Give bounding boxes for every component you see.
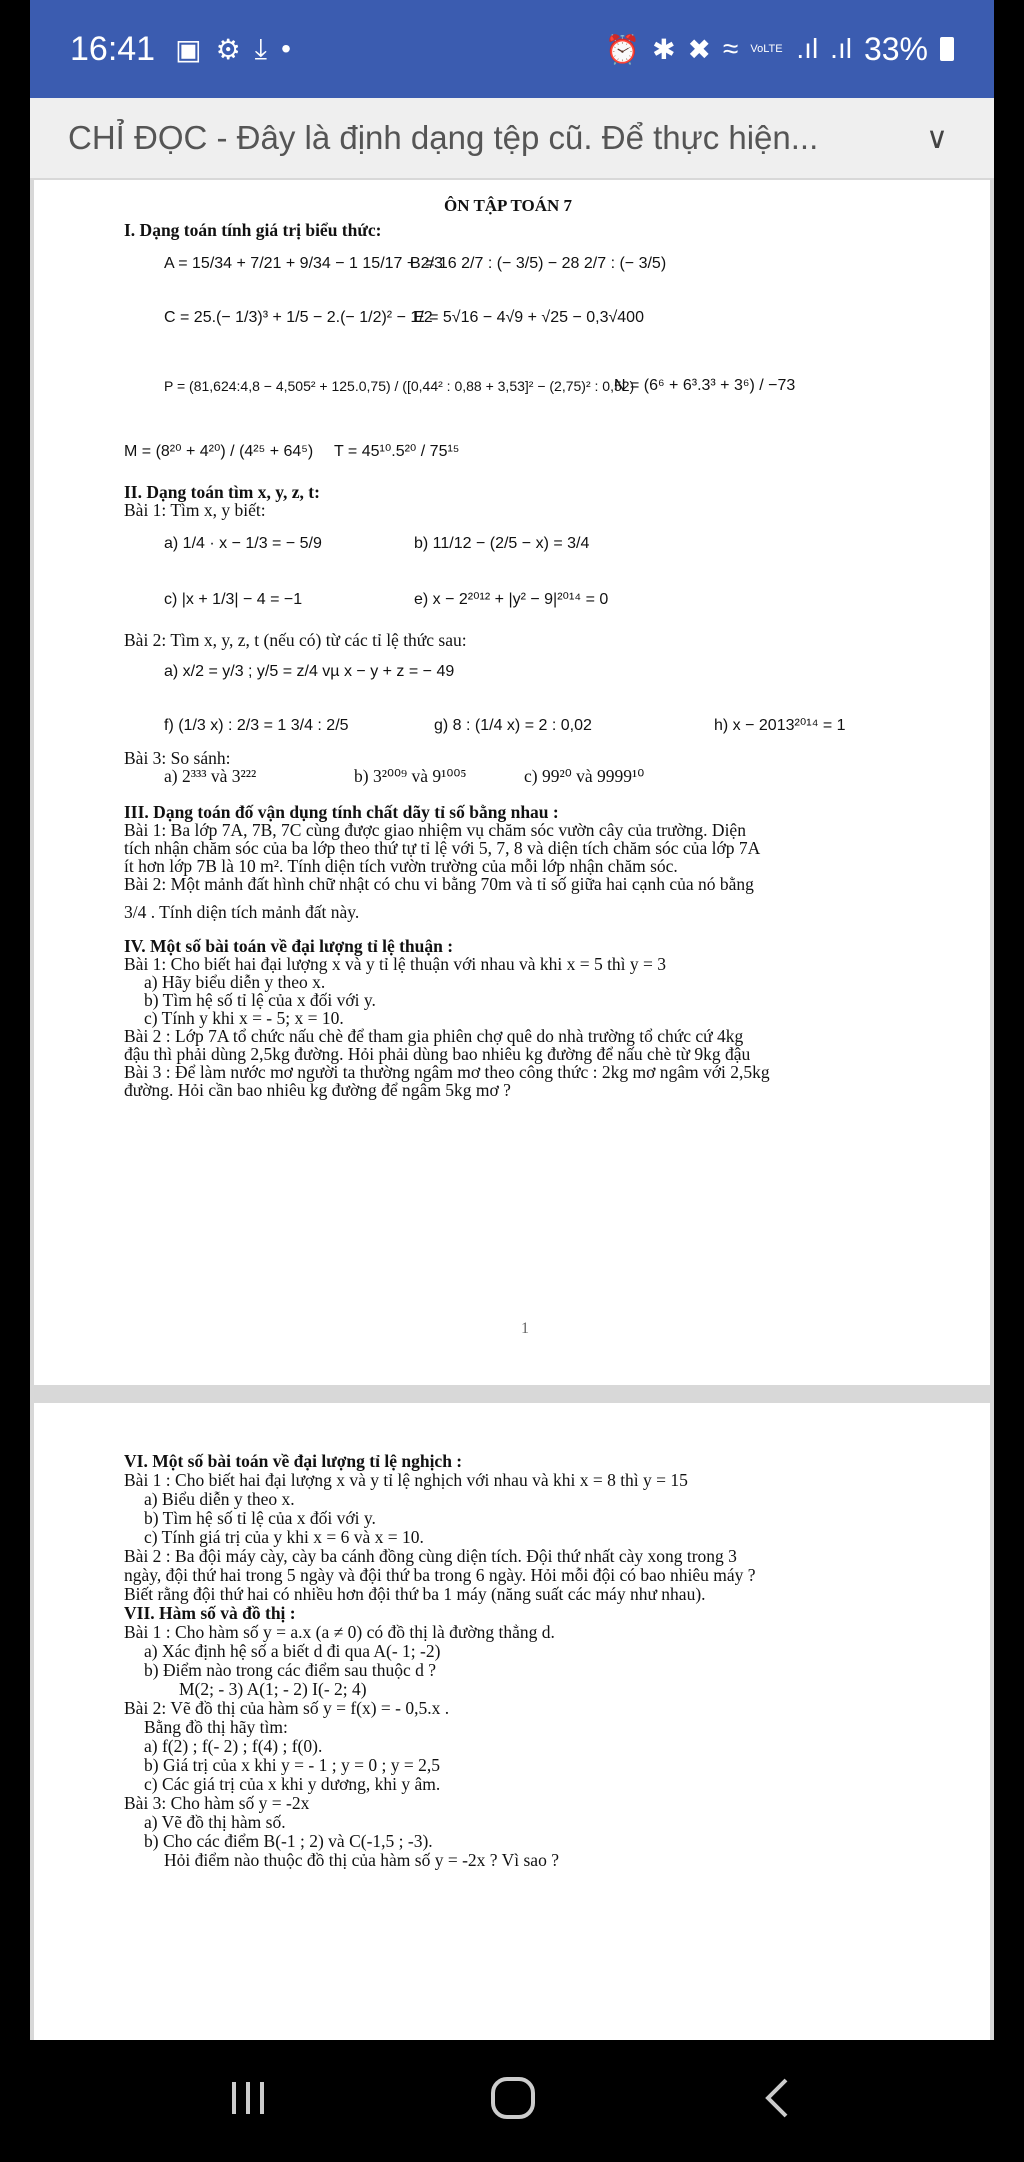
home-icon[interactable] — [490, 2076, 536, 2125]
problem-text: đường. Hỏi cần bao nhiêu kg đường để ngâm 5kg mơ ? — [124, 1080, 511, 1100]
problem-text: Bài 2 : Ba đội máy cày, cày ba cánh đồng cùng diện tích. Đội thứ nhất cày xong trong 3 — [124, 1546, 737, 1566]
problem-text: b) Tìm hệ số tỉ lệ của x đối với y. — [144, 1508, 376, 1528]
dot-icon: • — [281, 32, 291, 64]
clock: 16:41 — [70, 29, 156, 68]
signal-icon: .ıl — [830, 33, 852, 64]
problem-text: 3/4 . Tính diện tích mảnh đất này. — [124, 902, 360, 922]
page-number: 1 — [521, 1320, 529, 1337]
problem-text: Bài 1 : Cho biết hai đại lượng x và y tỉ lệ nghịch với nhau và khi x = 8 thì y = 15 — [124, 1470, 688, 1490]
problem-text: b) 3²⁰⁰⁹ và 9¹⁰⁰⁵ — [354, 766, 467, 786]
section-heading: VII. Hàm số và đồ thị : — [124, 1603, 296, 1623]
image-icon: ▣ — [175, 33, 202, 65]
problem-text: a) 2³³³ và 3²²² — [164, 766, 257, 786]
expression-a: A = 15/34 + 7/21 + 9/34 − 1 15/17 + 2/3 — [164, 255, 443, 272]
problem-text: Bài 2 : Lớp 7A tổ chức nấu chè để tham gia phiên chợ quê do nhà trường tổ chức cứ 4kg — [124, 1026, 744, 1046]
problem-text: e) x − 2²⁰¹² + |y² − 9|²⁰¹⁴ = 0 — [414, 591, 609, 608]
problem-text: tích nhận chăm sóc của ba lớp theo thứ tự tỉ lệ với 5, 7, 8 và diện tích chăm sóc của lớp 7A — [124, 838, 761, 858]
problem-text: Bài 1 : Cho hàm số y = a.x (a ≠ 0) có đồ thị là đường thẳng d. — [124, 1622, 555, 1642]
problem-text: b) Giá trị của x khi y = - 1 ; y = 0 ; y = 2,5 — [144, 1755, 440, 1775]
expression-m: M = (8²⁰ + 4²⁰) / (4²⁵ + 64⁵) — [124, 443, 314, 460]
problem-text: a) Xác định hệ số a biết d đi qua A(- 1; -2) — [144, 1641, 441, 1661]
problem-text: a) x/2 = y/3 ; y/5 = z/4 vµ x − y + z = − 49 — [164, 663, 455, 680]
signal-icon: .ıl — [796, 33, 819, 64]
problem-text: ít hơn lớp 7B là 10 m². Tính diện tích vườn trường của mỗi lớp nhận chăm sóc. — [124, 856, 678, 876]
navigation-bar — [0, 2040, 1024, 2162]
banner-text: CHỈ ĐỌC - Đây là định dạng tệp cũ. Để thực hiện... — [68, 119, 819, 156]
problem-text: Hỏi điểm nào thuộc đồ thị của hàm số y = -2x ? Vì sao ? — [164, 1850, 559, 1870]
usb-icon: ⚙ — [215, 33, 241, 65]
section-heading: III. Dạng toán đố vận dụng tính chất dãy tỉ số bằng nhau : — [124, 802, 559, 822]
problem-text: c) |x + 1/3| − 4 = −1 — [164, 591, 303, 608]
problem-text: a) f(2) ; f(- 2) ; f(4) ; f(0). — [144, 1736, 323, 1756]
volte-icon: VoLTE — [750, 43, 783, 55]
section-heading: VI. Một số bài toán về đại lượng tỉ lệ nghịch : — [124, 1451, 463, 1471]
section-heading: I. Dạng toán tính giá trị biểu thức: — [124, 220, 382, 240]
expression-p: P = (81,624:4,8 − 4,505² + 125.0,75) / ([0,44² : 0,88 + 3,53]² − (2,75)² : 0,52) — [164, 378, 635, 394]
chevron-down-icon[interactable]: ∨ — [926, 121, 948, 155]
problem-text: g) 8 : (1/4 x) = 2 : 0,02 — [434, 717, 592, 734]
problem-text: M(2; - 3) A(1; - 2) I(- 2; 4) — [179, 1679, 367, 1699]
alarm-icon: ⏰ — [605, 33, 641, 65]
problem-text: Bài 2: Một mảnh đất hình chữ nhật có chu vi bằng 70m và tỉ số giữa hai cạnh của nó bằng — [124, 874, 754, 894]
problem-text: Bài 3: So sánh: — [124, 748, 231, 768]
problem-text: Bài 2: Tìm x, y, z, t (nếu có) từ các tỉ lệ thức sau: — [124, 630, 467, 650]
mute-icon: ✖ — [687, 33, 712, 65]
problem-text: b) Cho các điểm B(-1 ; 2) và C(-1,5 ; -3). — [144, 1831, 433, 1851]
problem-text: a) Hãy biểu diễn y theo x. — [144, 972, 326, 992]
battery-level: 33% — [863, 30, 928, 67]
expression-b: B = 16 2/7 : (− 3/5) − 28 2/7 : (− 3/5) — [410, 255, 667, 272]
problem-text: Bài 1: Tìm x, y biết: — [124, 500, 266, 520]
section-heading: IV. Một số bài toán về đại lượng tỉ lệ thuận : — [124, 936, 454, 956]
problem-text: Bằng đồ thị hãy tìm: — [144, 1717, 288, 1737]
problem-text: a) Vẽ đồ thị hàm số. — [144, 1812, 286, 1832]
problem-text: b) 11/12 − (2/5 − x) = 3/4 — [414, 535, 590, 552]
download-icon: ⤓ — [254, 32, 268, 64]
battery-icon — [940, 37, 954, 61]
wifi-icon: ≈ — [723, 33, 739, 64]
problem-text: c) Tính giá trị của y khi x = 6 và x = 10. — [144, 1527, 424, 1547]
expression-e: E = 5√16 − 4√9 + √25 − 0,3√400 — [414, 309, 644, 326]
bluetooth-icon: ✱ — [652, 33, 676, 65]
problem-text: Bài 3 : Để làm nước mơ người ta thường ngâm mơ theo công thức : 2kg mơ ngâm với 2,5kg — [124, 1062, 770, 1082]
problem-text: Bài 1: Ba lớp 7A, 7B, 7C cùng được giao nhiệm vụ chăm sóc vườn cây của trường. Diện — [124, 820, 746, 840]
problem-text: Biết rằng đội thứ hai có nhiều hơn đội thứ ba 1 máy (năng suất các máy như nhau). — [124, 1584, 706, 1604]
expression-c: C = 25.(− 1/3)³ + 1/5 − 2.(− 1/2)² − 1/2 — [164, 309, 433, 326]
problem-text: f) (1/3 x) : 2/3 = 1 3/4 : 2/5 — [164, 717, 349, 734]
problem-text: ngày, đội thứ hai trong 5 ngày và đội thứ ba trong 6 ngày. Hỏi mỗi đội có bao nhiêu máy ? — [124, 1565, 756, 1585]
back-icon[interactable] — [762, 2076, 792, 2125]
status-bar — [30, 0, 994, 98]
problem-text: Bài 3: Cho hàm số y = -2x — [124, 1793, 310, 1813]
document-page-2 — [34, 1403, 990, 2040]
doc-title: ÔN TẬP TOÁN 7 — [444, 196, 573, 215]
problem-text: Bài 2: Vẽ đồ thị của hàm số y = f(x) = - 0,5.x . — [124, 1698, 450, 1718]
problem-text: Bài 1: Cho biết hai đại lượng x và y tỉ lệ thuận với nhau và khi x = 5 thì y = 3 — [124, 954, 667, 974]
document-page-1 — [34, 180, 990, 1385]
section-heading: II. Dạng toán tìm x, y, z, t: — [124, 482, 320, 502]
expression-n: N = (6⁶ + 6³.3³ + 3⁶) / −73 — [614, 377, 796, 394]
problem-text: c) Các giá trị của x khi y dương, khi y âm. — [144, 1774, 441, 1794]
expression-t: T = 45¹⁰.5²⁰ / 75¹⁵ — [334, 443, 460, 460]
problem-text: c) 99²⁰ và 9999¹⁰ — [524, 766, 645, 786]
problem-text: c) Tính y khi x = - 5; x = 10. — [144, 1008, 344, 1028]
problem-text: a) 1/4 · x − 1/3 = − 5/9 — [164, 535, 322, 552]
recent-apps-icon[interactable] — [228, 2078, 268, 2123]
problem-text: a) Biểu diễn y theo x. — [144, 1489, 295, 1509]
problem-text: đậu thì phải dùng 2,5kg đường. Hỏi phải dùng bao nhiêu kg đường để nấu chè từ 9kg đậu — [124, 1044, 751, 1064]
problem-text: h) x − 2013²⁰¹⁴ = 1 — [714, 717, 846, 734]
problem-text: b) Tìm hệ số tỉ lệ của x đối với y. — [144, 990, 376, 1010]
read-only-banner[interactable] — [30, 98, 994, 178]
problem-text: b) Điểm nào trong các điểm sau thuộc d ? — [144, 1660, 437, 1680]
